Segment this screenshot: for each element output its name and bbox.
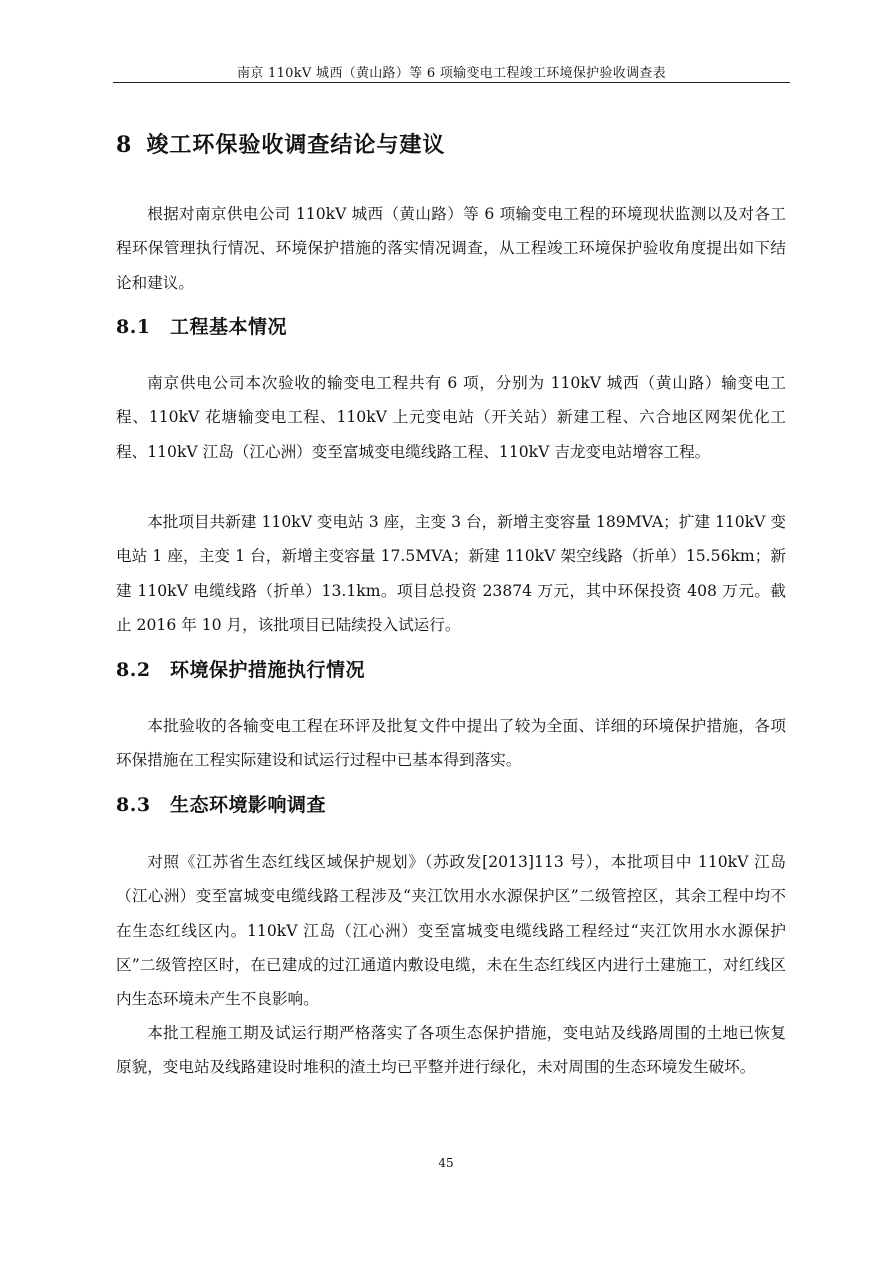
section-heading-8-1 — [116, 312, 287, 339]
section-title: 环境保护措施执行情况 — [170, 659, 366, 681]
section-8-3-paragraph-2: 本批工程施工期及试运行期严格落实了各项生态保护措施，变电站及线路周围的土地已恢复原貌，变电站及线路建设时堆积的渣土均已平整并进行绿化，未对周围的生态环境发生破坏。 — [116, 1024, 786, 1077]
running-header: 南京 110kV 城西（黄山路）等 6 项输变电工程竣工环境保护验收调查表 — [237, 66, 666, 81]
chapter-heading — [116, 128, 445, 159]
section-8-3-paragraph-1: 对照《江苏省生态红线区域保护规划》（苏政发[2013]113 号），本批项目中 110kV 江岛（江心洲）变至富城变电缆线路工程涉及“夹江饮用水水源保护区”二级管控区，其余工程中均不在生态红线区内。110kV 江岛（江心洲）变至富城变电缆线路工程经过“夹江饮用水水源保护区”二级管控区时，在已建成的过江通道内敷设电缆，未在生态红线区内进行土建施工，对红线区内生态环境未产生不良影响。 — [116, 853, 786, 1009]
section-8-1-paragraph-1: 南京供电公司本次验收的输变电工程共有 6 项，分别为 110kV 城西（黄山路）输变电工程、110kV 花塘输变电工程、110kV 上元变电站（开关站）新建工程、六合地区网架优化工程、110kV 江岛（江心洲）变至富城变电缆线路工程、110kV 吉龙变电站增容工程。 — [116, 374, 786, 461]
chapter-number: 8 — [116, 132, 133, 158]
section-title: 生态环境影响调查 — [170, 794, 327, 816]
section-number: 8.1 — [116, 316, 151, 338]
section-number: 8.2 — [116, 659, 151, 681]
intro-paragraph: 根据对南京供电公司 110kV 城西（黄山路）等 6 项输变电工程的环境现状监测以及对各工程环保管理执行情况、环境保护措施的落实情况调查，从工程竣工环境保护验收角度提出如下结论和建议。 — [116, 205, 786, 292]
chapter-title: 竣工环保验收调查结论与建议 — [146, 132, 446, 158]
section-8-2-paragraph-1: 本批验收的各输变电工程在环评及批复文件中提出了较为全面、详细的环境保护措施，各项环保措施在工程实际建设和试运行过程中已基本得到落实。 — [116, 717, 786, 770]
page-number: 45 — [438, 1156, 454, 1170]
section-title: 工程基本情况 — [170, 316, 288, 338]
section-heading-8-2 — [116, 655, 365, 682]
section-8-1-paragraph-2: 本批项目共新建 110kV 变电站 3 座，主变 3 台，新增主变容量 189MVA；扩建 110kV 变电站 1 座，主变 1 台，新增主变容量 17.5MVA；新建 110kV 架空线路（折单）15.56km；新建 110kV 电缆线路（折单）13.1km。项目总投资 23874 万元，其中环保投资 408 万元。截止 2016 年 10 月，该批项目已陆续投入试运行。 — [116, 513, 786, 634]
section-heading-8-3 — [116, 790, 326, 817]
section-number: 8.3 — [116, 794, 151, 816]
header-rule — [113, 82, 790, 83]
